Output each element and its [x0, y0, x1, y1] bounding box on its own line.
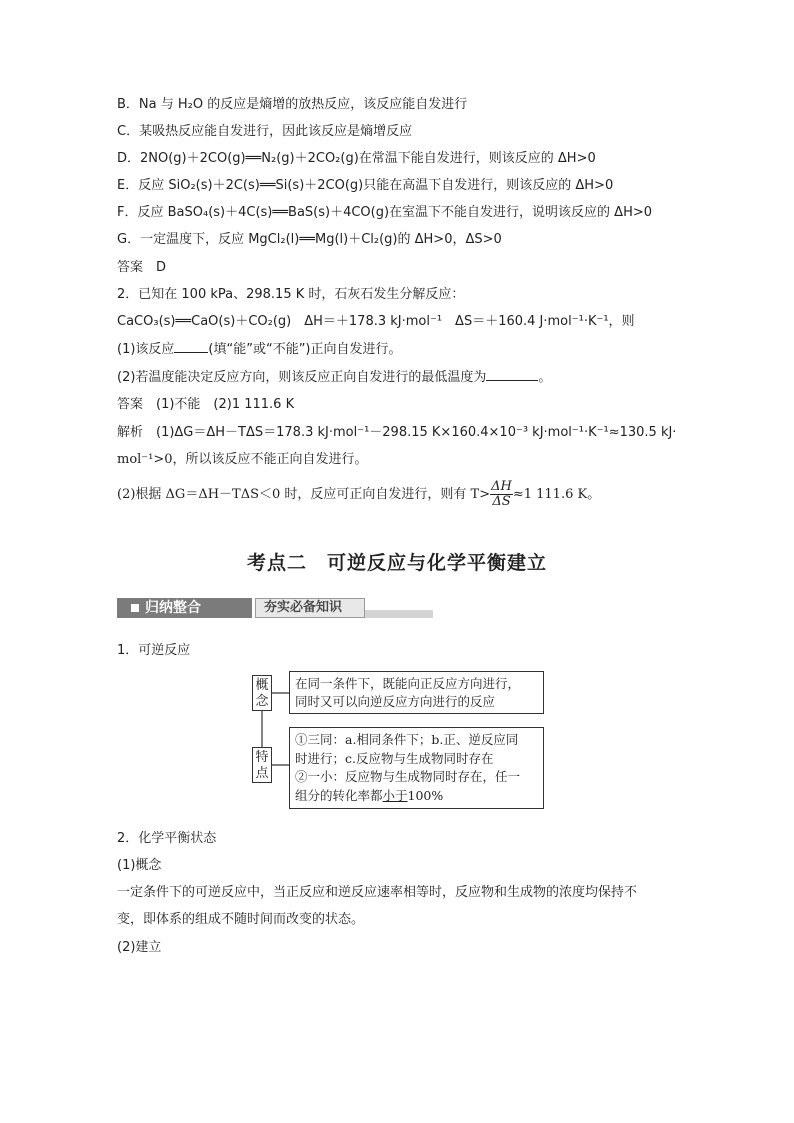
option-f: F．反应 BaSO₄(s)＋4C(s)══BaS(s)＋4CO(g)在室温下不能自发进行，说明该反应的 ΔH>0: [117, 205, 653, 220]
concept-box: [289, 671, 544, 714]
analysis-3-text: (2)根据 ΔG＝ΔH－TΔS＜0 时，反应可正向自发进行，则有 T>: [117, 487, 491, 502]
section-title: 考点二 可逆反应与化学平衡建立: [246, 552, 547, 574]
emphasis-less-than: 小于: [382, 787, 408, 803]
label-feature: 特点: [252, 747, 272, 783]
equilibrium-concept-heading: (1)概念: [117, 858, 162, 873]
question-2-part-2: [117, 368, 551, 387]
banner-rule: [365, 610, 433, 618]
label-concept: 概念: [252, 675, 272, 711]
part-1-suffix: (填“能”或“不能”)正向自发进行。: [208, 342, 402, 357]
feature-line-4: [295, 787, 538, 806]
option-c: C．某吸热反应能自发进行，因此该反应是熵增反应: [117, 124, 413, 139]
answer-1: 答案 D: [117, 260, 167, 275]
part-1-prefix: (1)该反应: [117, 342, 175, 357]
banner-summary-label: 归纳整合: [145, 600, 201, 616]
fraction-numerator: ΔH: [491, 479, 512, 494]
banner-knowledge: 夯实必备知识: [255, 598, 365, 618]
feature-box: [289, 727, 544, 809]
question-2-stem: 2．已知在 100 kPa、298.15 K 时，石灰石发生分解反应：: [117, 287, 465, 302]
equilibrium-heading: 2．化学平衡状态: [117, 831, 217, 846]
analysis-line-1: 解析 (1)ΔG＝ΔH－TΔS＝178.3 kJ·mol⁻¹－298.15 K×160.4×10⁻³ kJ·mol⁻¹·K⁻¹≈130.5 kJ·: [117, 425, 677, 440]
reversible-heading: 1．可逆反应: [117, 643, 191, 658]
question-2-part-1: [117, 340, 402, 359]
equilibrium-build-heading: (2)建立: [117, 940, 162, 955]
section-banner: [117, 598, 433, 622]
feature-line-2: 时进行；c.反应物与生成物同时存在: [295, 750, 494, 766]
feature-4-prefix: 组分的转化率都: [295, 787, 383, 803]
concept-line-1: 在同一条件下，既能向正反应方向进行，: [295, 676, 521, 691]
equilibrium-concept-line-2: 变，即体系的组成不随时间而改变的状态。: [117, 912, 365, 927]
answer-2: 答案 (1)不能 (2)1 111.6 K: [117, 397, 295, 412]
option-g: G．一定温度下，反应 MgCl₂(l)══Mg(l)＋Cl₂(g)的 ΔH>0，ΔS>0: [117, 232, 502, 247]
option-b: B．Na 与 H₂O 的反应是熵增的放热反应，该反应能自发进行: [117, 97, 468, 112]
option-e: E．反应 SiO₂(s)＋2C(s)══Si(s)＋2CO(g)只能在高温下自发进行，则该反应的 ΔH>0: [117, 178, 614, 193]
fraction-delta-h-over-delta-s: [490, 480, 513, 509]
equilibrium-concept-line-1: 一定条件下的可逆反应中，当正反应和逆反应速率相等时，反应物和生成物的浓度均保持不: [117, 885, 638, 900]
feature-4-suffix: 100%: [407, 787, 444, 803]
part-2-text: (2)若温度能决定反应方向，则该反应正向自发进行的最低温度为: [117, 370, 487, 385]
analysis-line-3: [117, 478, 600, 512]
option-d: D．2NO(g)＋2CO(g)══N₂(g)＋2CO₂(g)在常温下能自发进行，则该反应的 ΔH>0: [117, 151, 596, 166]
question-2-equation: CaCO₃(s)══CaO(s)＋CO₂(g) ΔH＝＋178.3 kJ·mol⁻¹ ΔS＝＋160.4 J·mol⁻¹·K⁻¹，则: [117, 314, 635, 329]
feature-line-1: ①三同：a.相同条件下；b.正、逆反应同: [295, 732, 519, 747]
answer-blank-2: [486, 368, 538, 381]
feature-line-3: ②一小：反应物与生成物同时存在，任一: [295, 769, 521, 784]
concept-line-2: 同时又可以向逆反应方向进行的反应: [295, 694, 496, 709]
analysis-3-result: ≈1 111.6 K。: [512, 487, 601, 502]
banner-summary: [117, 598, 252, 618]
fraction-denominator: ΔS: [492, 494, 511, 509]
part-2-end: 。: [538, 370, 552, 385]
answer-blank-1: [174, 340, 208, 353]
analysis-line-2: mol⁻¹>0，所以该反应不能正向自发进行。: [117, 452, 368, 467]
square-bullet-icon: [131, 604, 139, 612]
